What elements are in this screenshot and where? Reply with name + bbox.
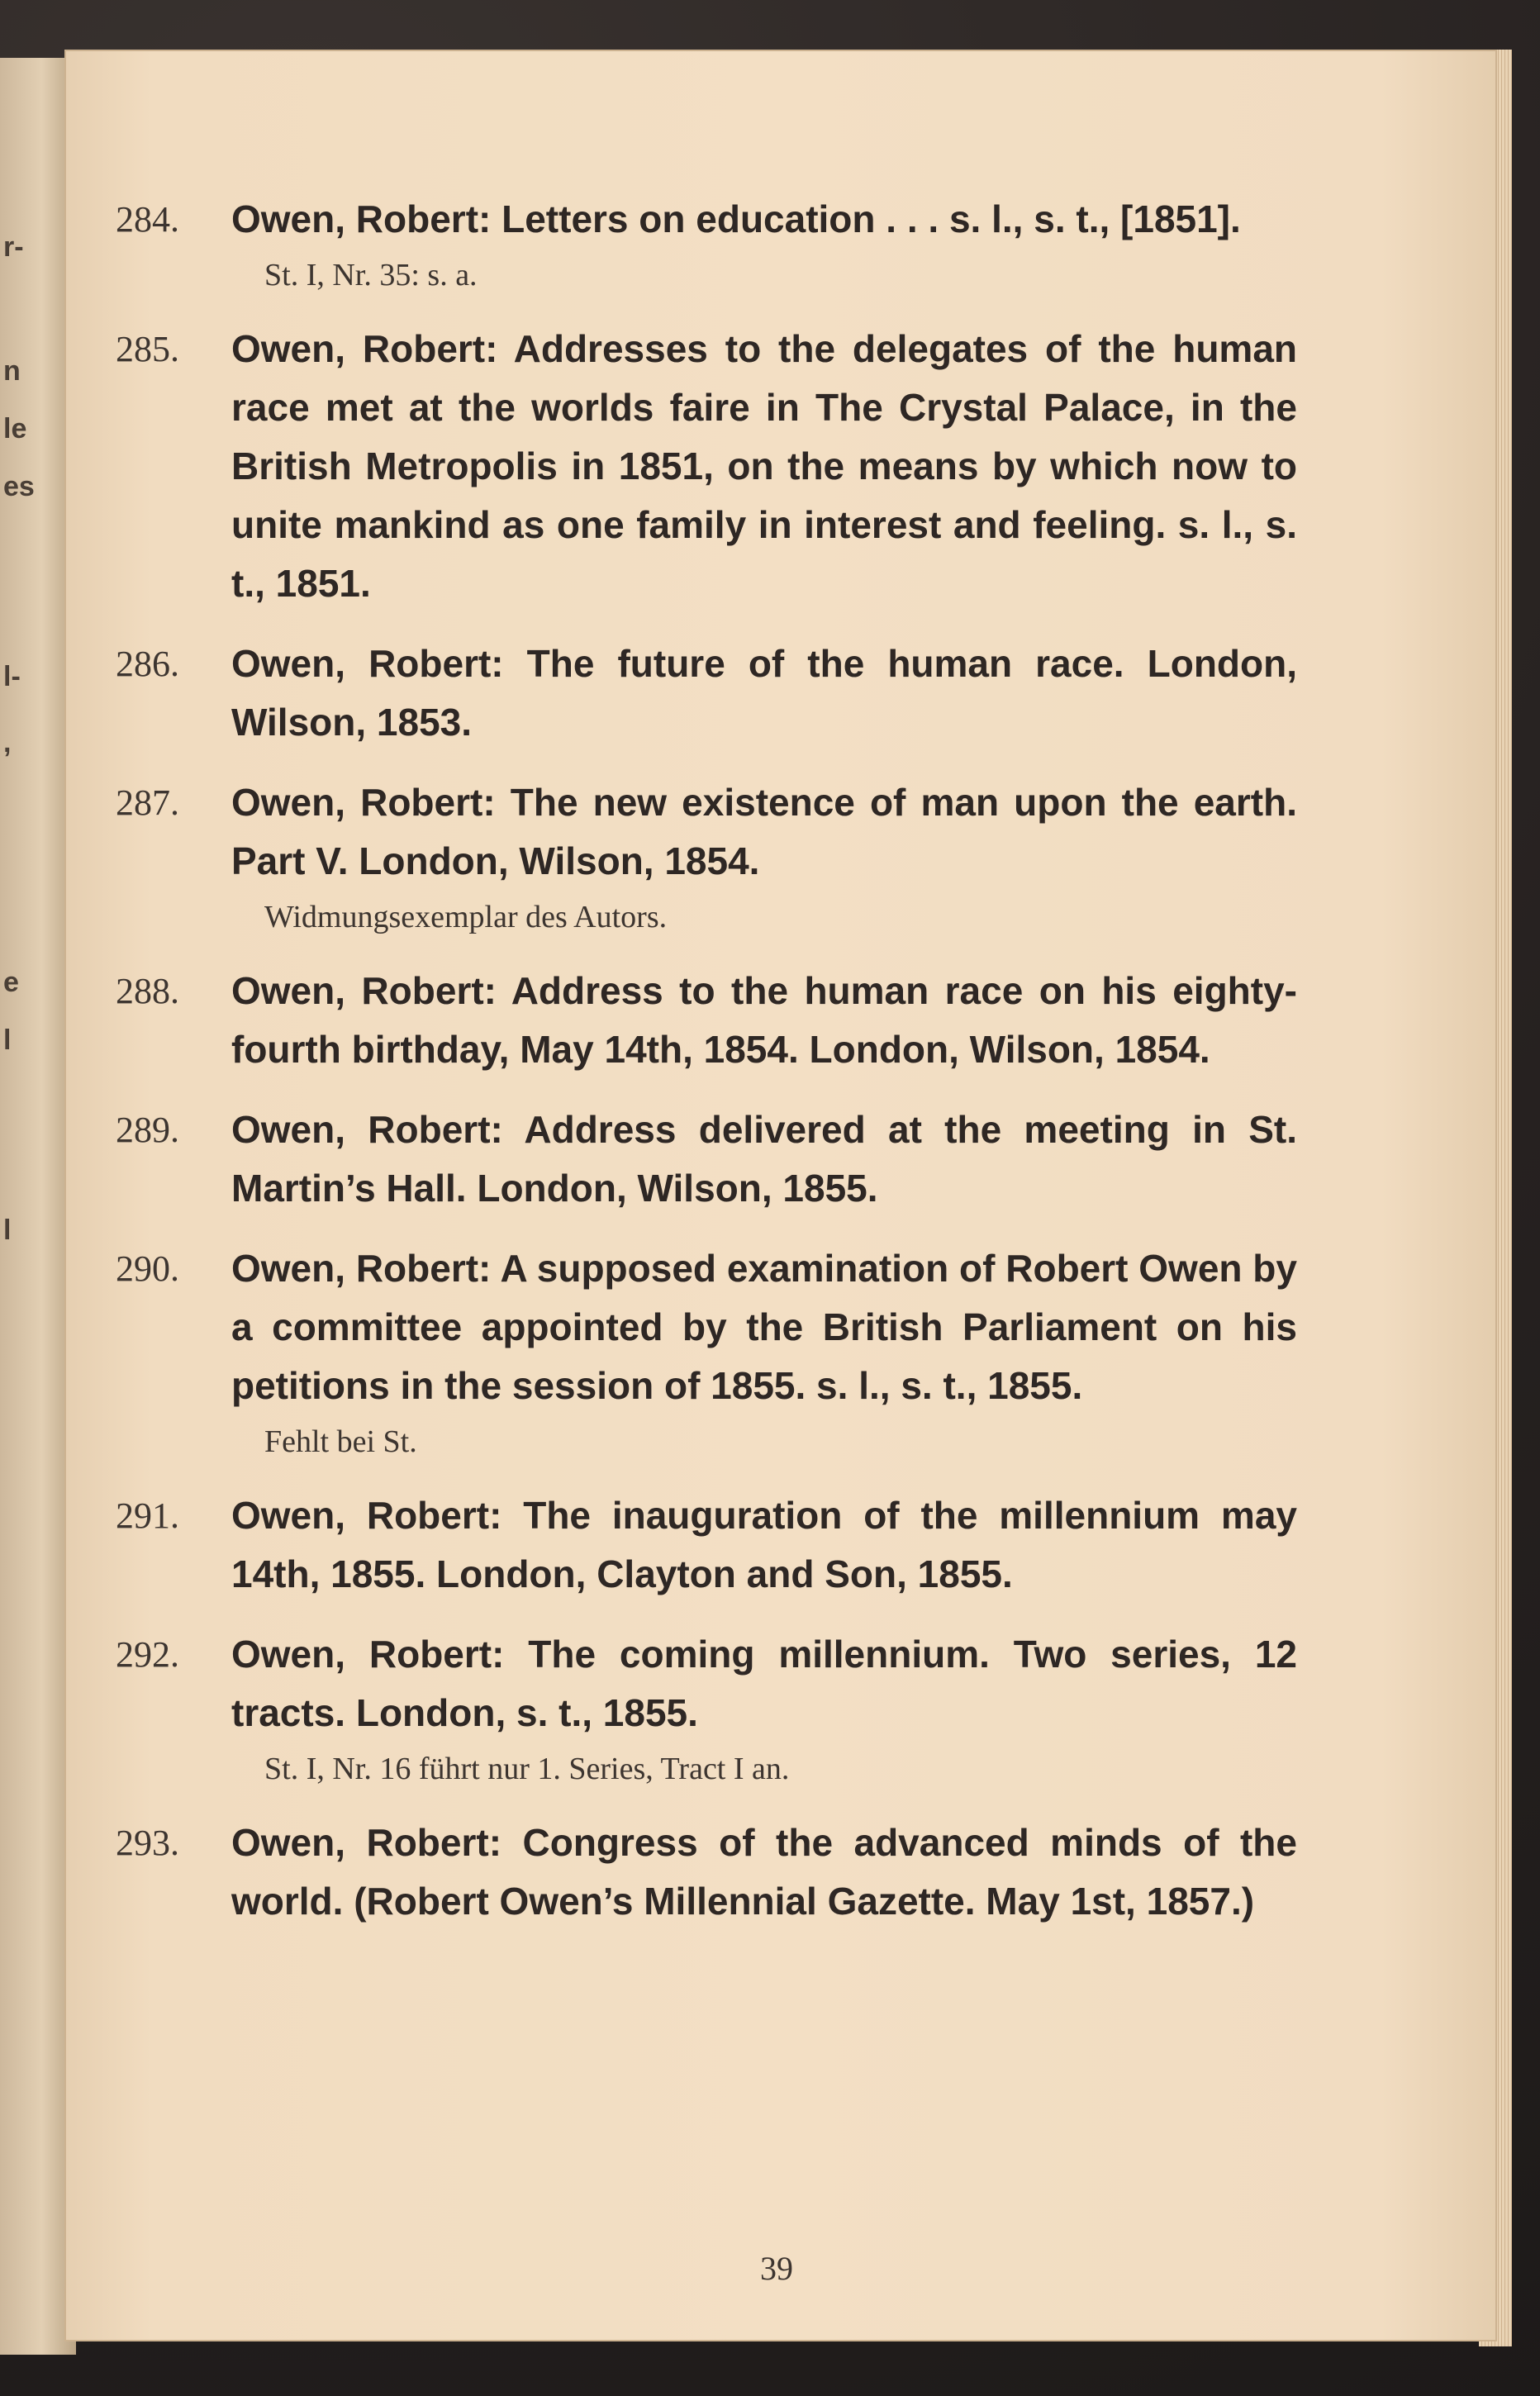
entry-note: Widmungsexemplar des Autors.	[264, 900, 668, 934]
bibliography-entry	[116, 635, 1297, 752]
entry-note: St. I, Nr. 16 führt nur 1. Series, Tract I an.	[264, 1752, 790, 1786]
entry-text: Owen, Robert: Address delivered at the meeting in St. Martin’s Hall. London, Wilson, 1855.	[231, 1108, 1297, 1210]
bibliography-entry	[116, 962, 1297, 1079]
bibliography-entry	[116, 190, 1297, 298]
margin-fragment: e	[3, 967, 19, 998]
entry-number: 292.	[116, 1634, 179, 1675]
entry-number: 285.	[116, 329, 179, 369]
entry-text: Owen, Robert: Address to the human race on his eighty-fourth birthday, May 14th, 1854. London, Wilson, 1854.	[231, 969, 1297, 1071]
entry-text: Owen, Robert: A supposed examination of Robert Owen by a committee appointed by the British Parliament on his petitions in the session of 1855. s. l., s. t., 1855.	[231, 1247, 1297, 1407]
margin-fragment: l-	[3, 661, 21, 692]
bibliography-entry	[116, 773, 1297, 940]
entry-text: Owen, Robert: The new existence of man upon the earth. Part V. London, Wilson, 1854.	[231, 781, 1297, 882]
margin-fragment: le	[3, 413, 27, 444]
bibliography-entry	[116, 1239, 1297, 1465]
bibliography-entry	[116, 320, 1297, 613]
entry-text: Owen, Robert: The coming millennium. Two series, 12 tracts. London, s. t., 1855.	[231, 1633, 1297, 1734]
entry-number: 286.	[116, 644, 179, 684]
bibliography-entry	[116, 1814, 1297, 1931]
margin-fragment: n	[3, 355, 21, 387]
margin-fragment: l	[3, 1024, 12, 1056]
entry-text: Owen, Robert: The inauguration of the millennium may 14th, 1855. London, Clayton and Son, 1855.	[231, 1494, 1297, 1595]
margin-fragment: es	[3, 471, 35, 502]
entry-note: Fehlt bei St.	[264, 1424, 417, 1459]
entry-number: 287.	[116, 782, 179, 823]
entry-number: 291.	[116, 1495, 179, 1536]
previous-page-edge	[0, 58, 76, 2355]
entry-number: 284.	[116, 199, 179, 240]
entry-note: St. I, Nr. 35: s. a.	[264, 258, 478, 292]
bibliography-entry	[116, 1486, 1297, 1604]
entry-number: 289.	[116, 1110, 179, 1150]
book-page	[66, 51, 1495, 2340]
entry-text: Owen, Robert: Congress of the advanced minds of the world. (Robert Owen’s Millennial Gazette. May 1st, 1857.)	[231, 1821, 1297, 1923]
margin-fragment: ,	[3, 727, 12, 758]
entry-number: 290.	[116, 1248, 179, 1289]
entry-number: 288.	[116, 971, 179, 1011]
entry-text: Owen, Robert: Letters on education . . . s. l., s. t., [1851].	[231, 197, 1241, 240]
margin-fragment: l	[3, 1215, 12, 1246]
bibliography-entry	[116, 1101, 1297, 1218]
entry-text: Owen, Robert: The future of the human race. London, Wilson, 1853.	[231, 642, 1297, 744]
entry-text: Owen, Robert: Addresses to the delegates of the human race met at the worlds faire in The Crystal Palace, in the British Metropolis in 1851, on the means by which now to unite mankind as one family in interest and feeling. s. l., s. t., 1851.	[231, 327, 1297, 605]
margin-fragment: r-	[3, 231, 24, 263]
bibliography-entry	[116, 1625, 1297, 1792]
bibliography-list	[116, 190, 1297, 1952]
page-number: 39	[760, 2250, 793, 2287]
entry-number: 293.	[116, 1823, 179, 1863]
